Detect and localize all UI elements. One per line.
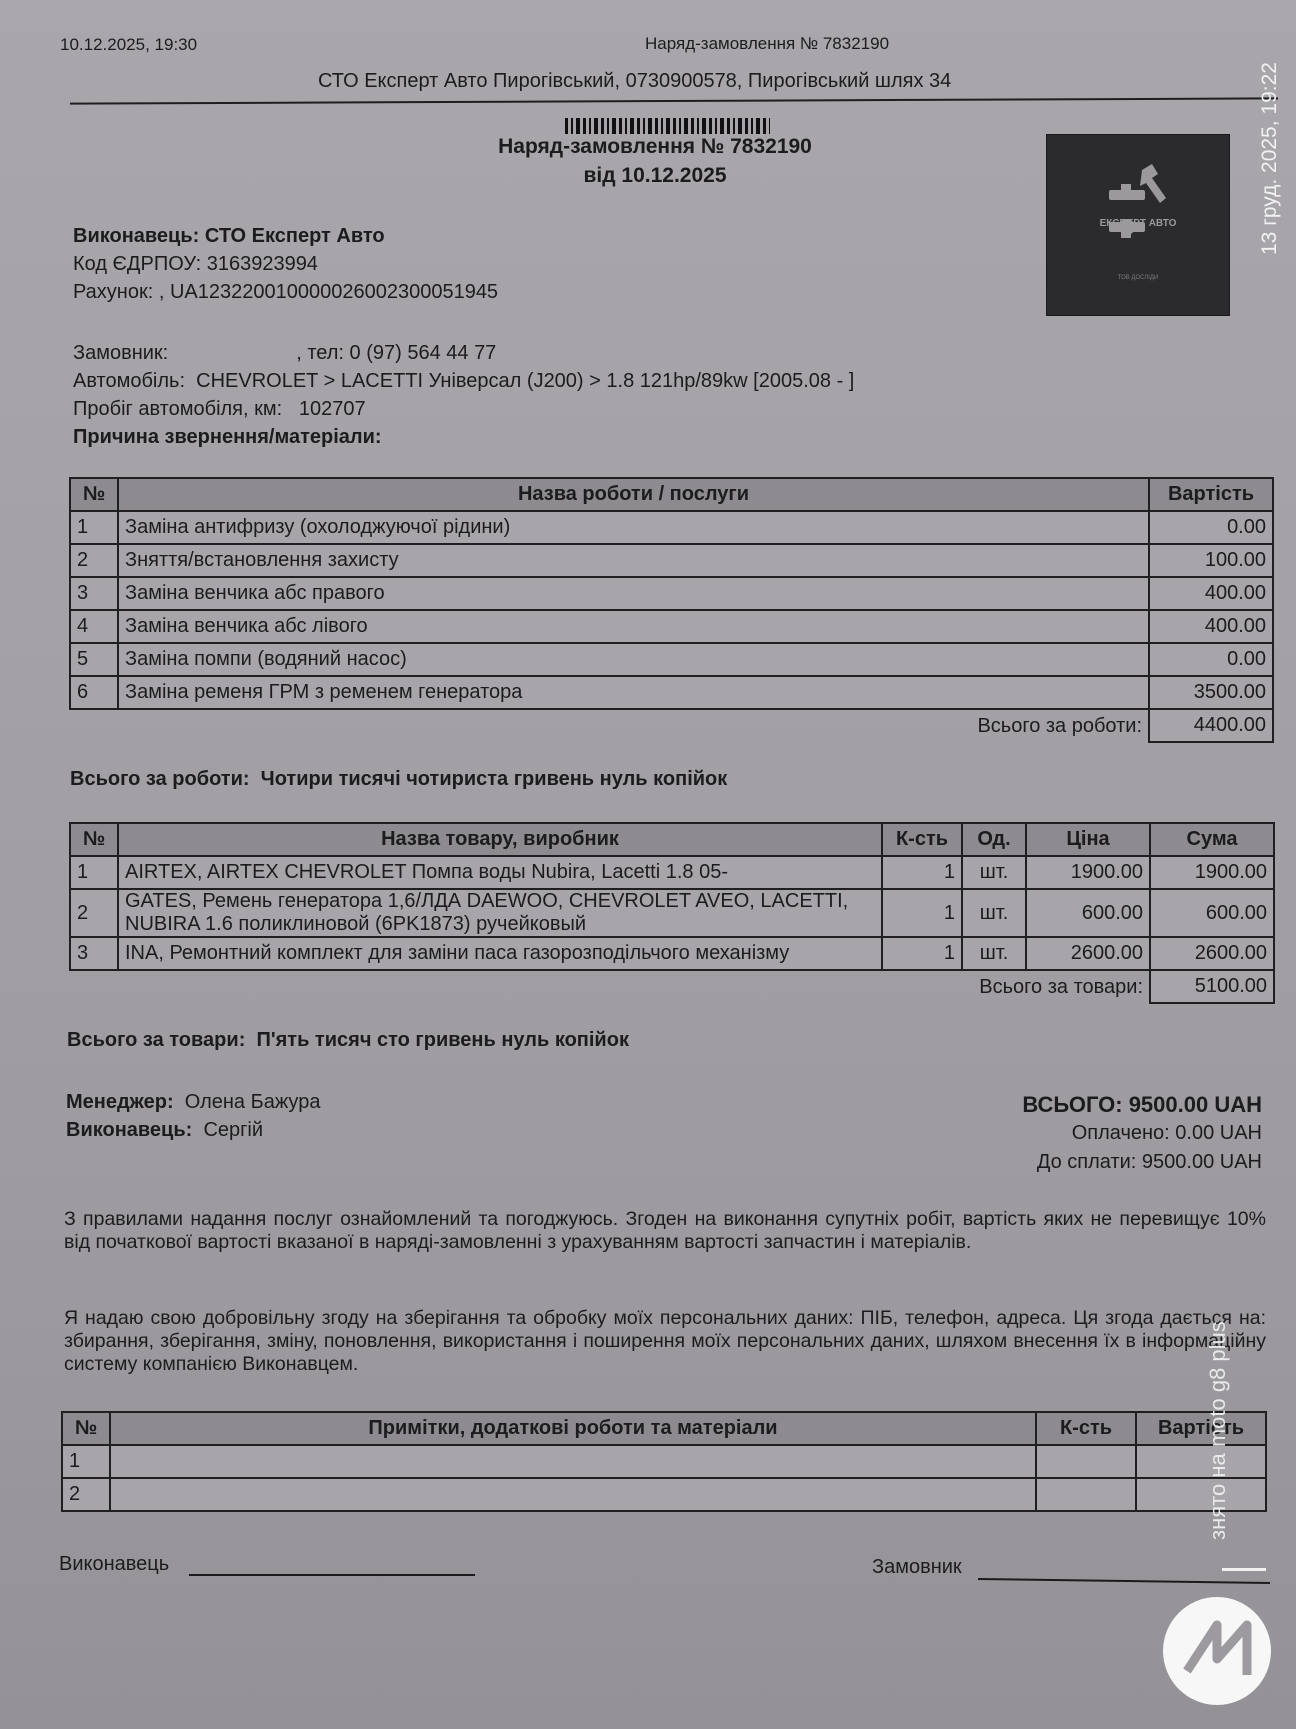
col-price: Ціна [1026, 823, 1150, 856]
order-date: від 10.12.2025 [583, 164, 727, 187]
notes-table [61, 1411, 1267, 1512]
table-row: 3 INA, Ремонтний комплект для заміни паса газорозподільчого механізму 1 шт. 2600.00 2600.00 [70, 937, 1274, 970]
col-qty: К-сть [1036, 1412, 1136, 1445]
table-row: 2 GATES, Ремень генератора 1,6/ЛДА DAEWOO, CHEVROLET AVEO, LACETTI, NUBIRA 1.6 поликлиновой (6PK1873) ручейковый 1 шт. 600.00 600.00 [70, 889, 1274, 937]
photo-date-stamp: 13 груд. 2025, 19:22 [1258, 62, 1281, 255]
company-logo [1046, 134, 1230, 316]
contractor-name: СТО Експерт Авто [204, 225, 385, 247]
col-num: № [70, 478, 118, 511]
edrpou-line: Код ЄДРПОУ: 3163923994 [73, 253, 318, 275]
contractor-signature-line [189, 1574, 475, 1576]
motorola-logo-icon [1163, 1597, 1271, 1705]
print-datetime: 10.12.2025, 19:30 [60, 35, 198, 54]
col-cost: Вартість [1136, 1412, 1266, 1445]
col-num: № [62, 1412, 110, 1445]
performer-name: Сергій [203, 1119, 264, 1141]
goods-total-row [70, 970, 1274, 1003]
works-total-row [70, 709, 1273, 742]
staff-block: Менеджер: Олена Бажура Виконавець: Сергій [66, 1091, 321, 1141]
customer-block [73, 339, 854, 451]
wrench-gear-icon [1087, 160, 1187, 260]
goods-total-label: Всього за товари: [979, 975, 1143, 998]
goods-total-words: Всього за товари: П'ять тисяч сто гривень нуль копійок [67, 1029, 629, 1051]
goods-table [69, 822, 1275, 1004]
col-sum: Сума [1150, 823, 1274, 856]
consent-paragraph: Я надаю свою добровільну згоду на зберігання та обробку моїх персональних даних: ПІБ, телефон, адреса. Ця згода дається на: збирання, зберігання, зміну, поновлення, використання і поширення моїх персональних даних, шляхом внесення їх в інформаційну систему компанією Виконавцем. [64, 1307, 1266, 1375]
reason-label: Причина звернення/матеріали: [73, 426, 382, 448]
car-line: Автомобіль: CHEVROLET > LACETTI Універсал (J200) > 1.8 121hp/89kw [2005.08 - ] [73, 370, 855, 392]
table-row: 2 Зняття/встановлення захисту 100.00 [70, 544, 1273, 577]
document-title [440, 132, 870, 190]
customer-line: Замовник: , тел: 0 (97) 564 44 77 [73, 342, 497, 364]
col-unit: Од. [962, 823, 1026, 856]
contractor-line: Виконавець: СТО Експерт Авто [73, 225, 385, 247]
order-number: Наряд-замовлення № 7832190 [498, 135, 812, 158]
grand-total: ВСЬОГО: 9500.00 UAH [1022, 1092, 1262, 1117]
table-row: 3 Заміна венчика абс правого 400.00 [70, 577, 1273, 610]
works-total-label: Всього за роботи: [977, 714, 1142, 737]
col-goods-name: Назва товару, виробник [118, 823, 882, 856]
car-value: CHEVROLET > LACETTI Універсал (J200) > 1.8 121hp/89kw [2005.08 - ] [196, 370, 855, 392]
camera-watermark: знято на moto g8 plus [1205, 1321, 1230, 1540]
doc-reference: Наряд-замовлення № 7832190 [645, 34, 890, 53]
col-cost: Вартість [1149, 478, 1273, 511]
works-total-words: Всього за роботи: Чотири тисячі чотириста гривень нуль копійок [70, 768, 728, 790]
header-divider [70, 97, 1278, 104]
mileage-line: Пробіг автомобіля, км: 102707 [73, 398, 366, 420]
terms-paragraph: З правилами надання послуг ознайомлений та погоджуюсь. Згоден на виконання супутніх робіт, вартість яких не перевищує 10% від початкової вартості вказаної в наряді-замовленні з урахуванням вартості запчастин і матеріалів. [64, 1208, 1266, 1253]
watermark-bar [1222, 1568, 1266, 1571]
mileage-value: 102707 [298, 398, 366, 420]
goods-total-value: 5100.00 [1150, 970, 1274, 1003]
manager-name: Олена Бажура [184, 1091, 321, 1113]
customer-signature-line [978, 1578, 1270, 1584]
company-line: СТО Експерт Авто Пирогівський, 0730900578, Пирогівський шлях 34 [318, 70, 952, 92]
col-notes: Примітки, додаткові роботи та матеріали [110, 1412, 1036, 1445]
col-qty: К-сть [882, 823, 962, 856]
customer-signature-label: Замовник [872, 1556, 962, 1578]
table-row: 4 Заміна венчика абс лівого 400.00 [70, 610, 1273, 643]
due-amount: До сплати: 9500.00 UAH [1036, 1151, 1262, 1173]
contractor-block [73, 222, 498, 306]
logo-text: ЕКСПЕРТ АВТО [1099, 218, 1177, 229]
col-num: № [70, 823, 118, 856]
summary-block [1022, 1090, 1262, 1177]
table-row: 6 Заміна ременя ГРМ з ременем генератора 3500.00 [70, 676, 1273, 709]
table-row: 1 AIRTEX, AIRTEX CHEVROLET Помпа воды Nubira, Lacetti 1.8 05- 1 шт. 1900.00 1900.00 [70, 856, 1274, 889]
contractor-signature-label: Виконавець [59, 1553, 170, 1575]
account-value: UA123220010000026002300051945 [169, 281, 499, 303]
table-row: 2 [62, 1478, 1266, 1511]
works-total-value: 4400.00 [1149, 709, 1273, 742]
works-table [69, 477, 1274, 743]
paid-amount: Оплачено: 0.00 UAH [1071, 1122, 1262, 1144]
table-row: 5 Заміна помпи (водяний насос) 0.00 [70, 643, 1273, 676]
customer-phone: 0 (97) 564 44 77 [349, 342, 497, 364]
table-row: 1 Заміна антифризу (охолоджуючої рідини) 0.00 [70, 511, 1273, 544]
edrpou-value: 3163923994 [206, 253, 318, 275]
account-line: Рахунок: , UA123220010000026002300051945 [73, 281, 499, 303]
col-work-name: Назва роботи / послуги [118, 478, 1149, 511]
logo-subtext: ТОВ ДОСЛІДИ [1117, 275, 1159, 281]
table-row: 1 [62, 1445, 1266, 1478]
